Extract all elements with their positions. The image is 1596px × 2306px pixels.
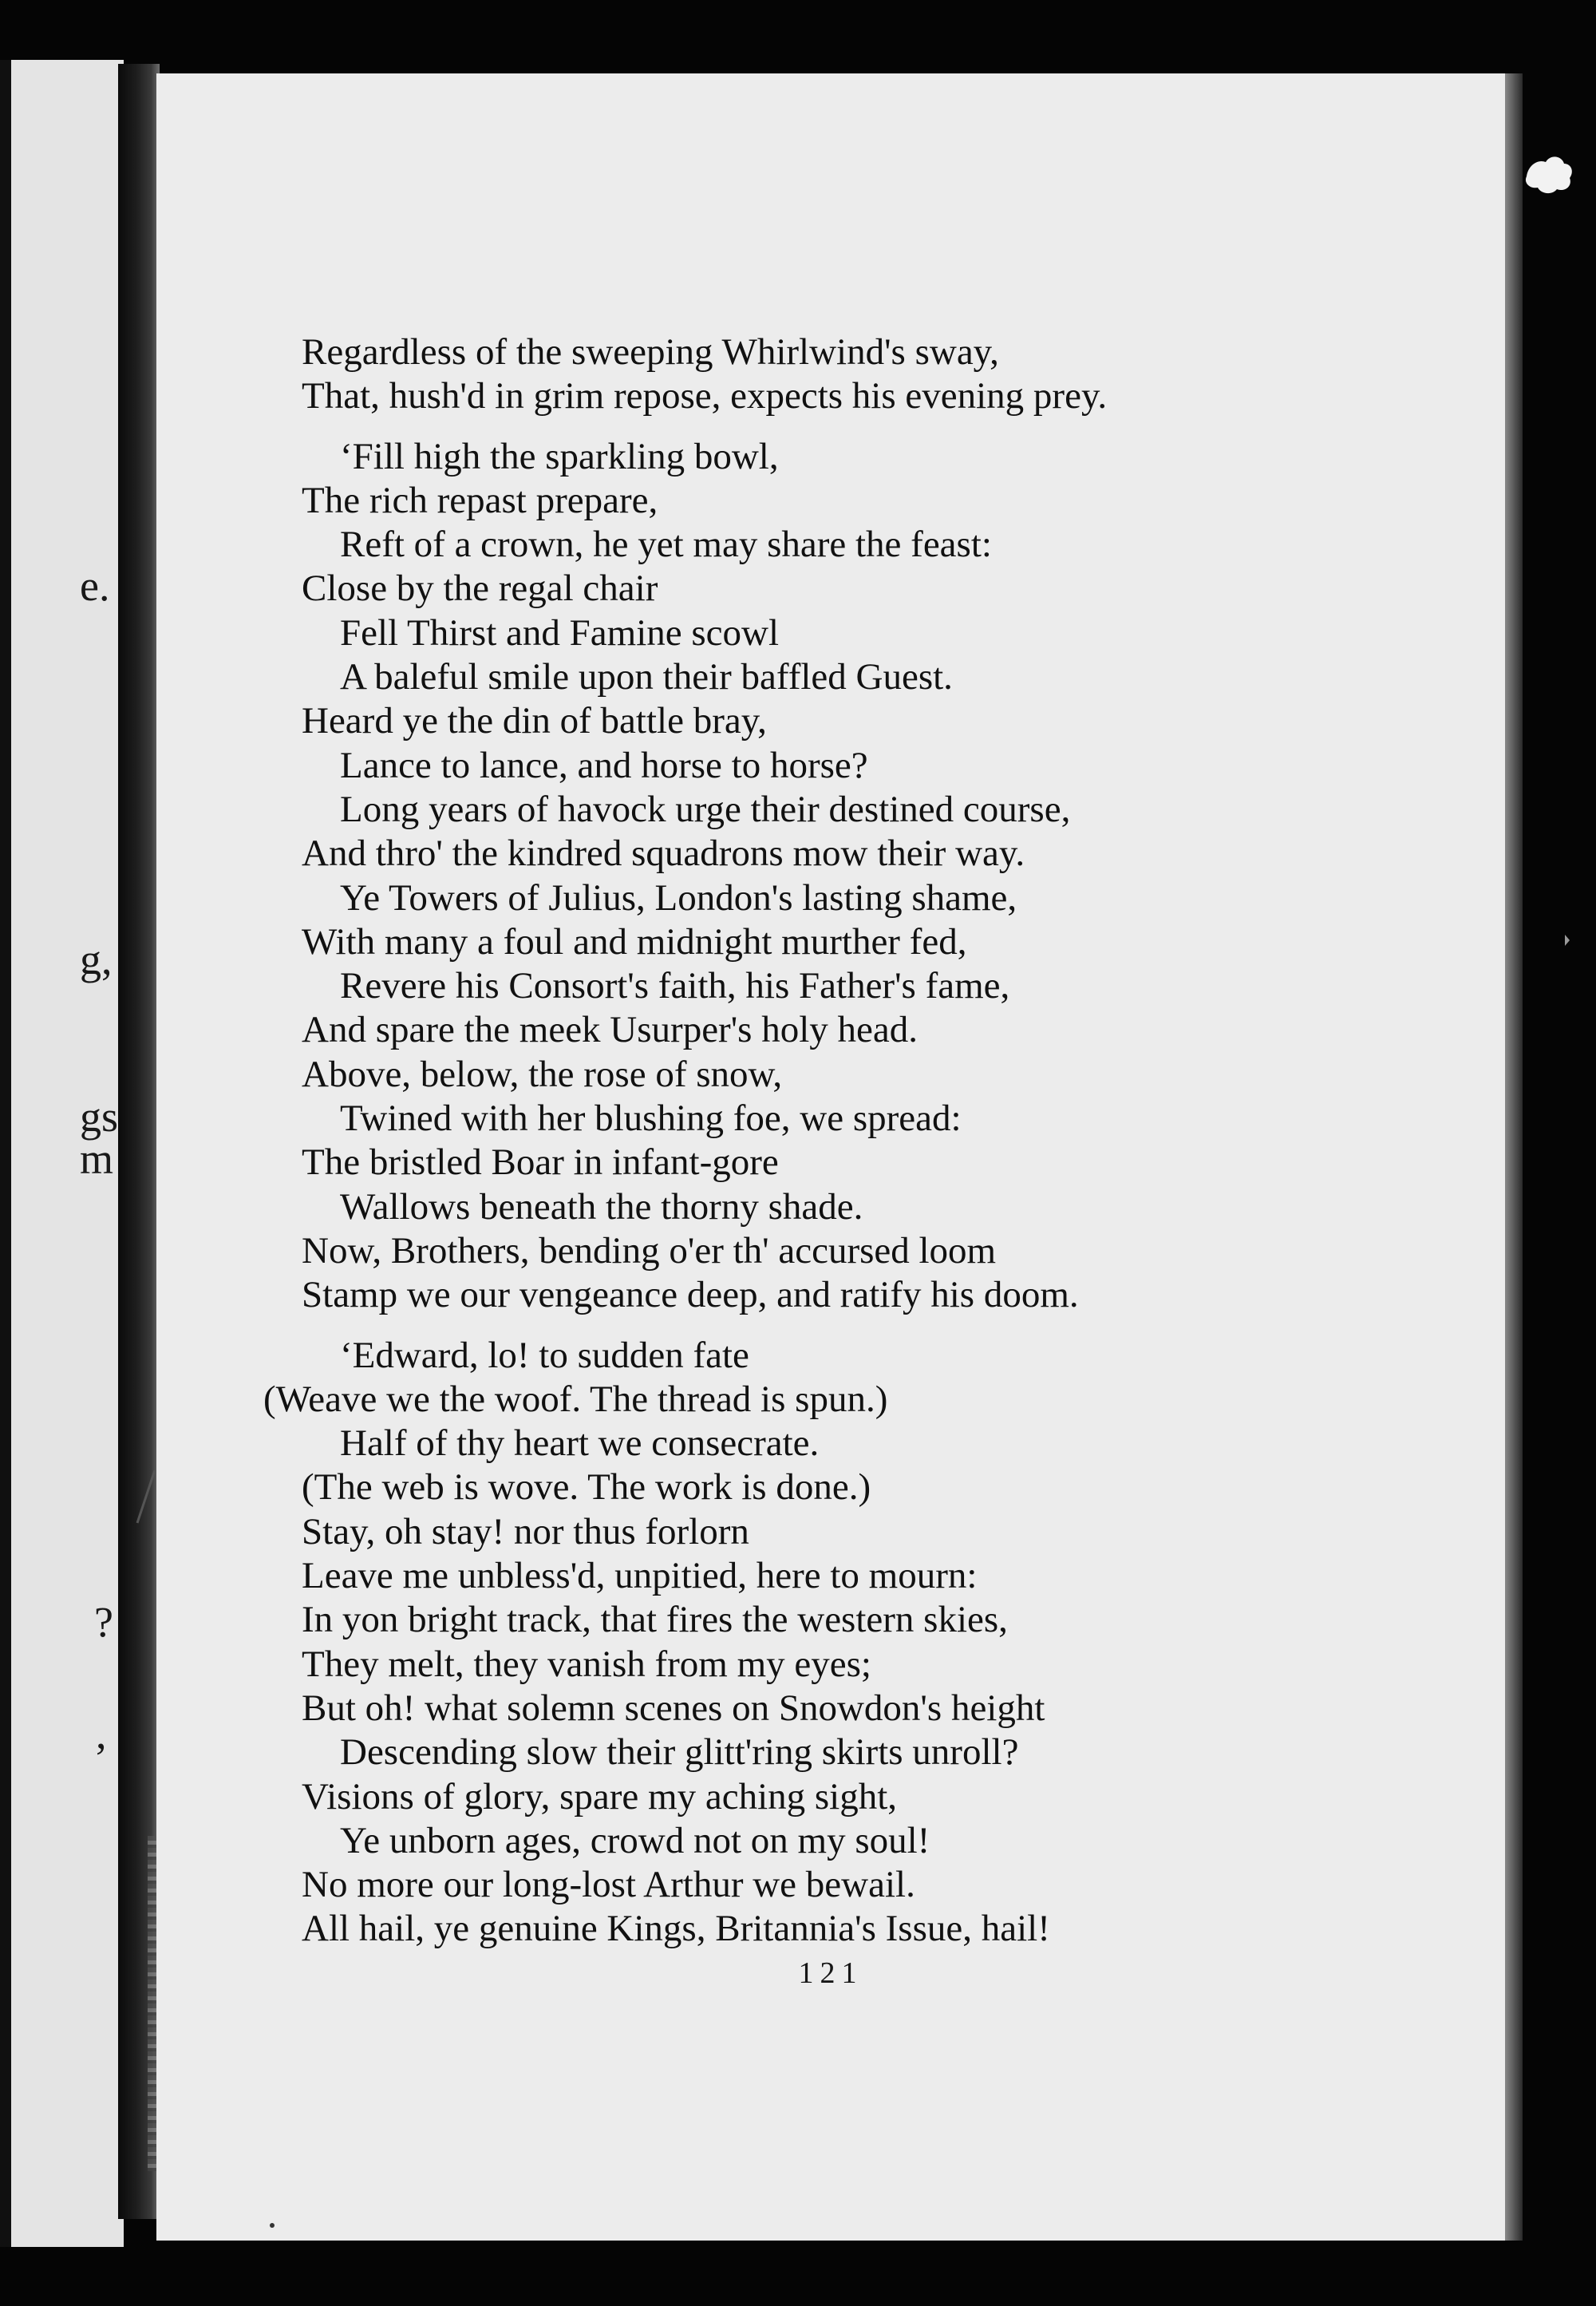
facing-page-fragment: e. — [80, 562, 110, 610]
facing-page — [0, 60, 124, 2247]
poem-line: Ye unborn ages, crowd not on my soul! — [340, 1819, 930, 1861]
page-tear-mark — [1520, 148, 1576, 204]
poem-line: Fell Thirst and Famine scowl — [340, 611, 780, 654]
facing-page-edge — [0, 60, 11, 2247]
facing-page-fragment: , — [96, 1710, 107, 1758]
page-number: 121 — [798, 1956, 863, 1990]
poem-line: That, hush'd in grim repose, expects his evening prey. — [302, 375, 1108, 417]
margin-scratch — [134, 1469, 158, 1525]
stanza-break — [156, 419, 1505, 435]
page-edge-right — [1505, 73, 1523, 2241]
poem-line: Visions of glory, spare my aching sight, — [302, 1775, 898, 1818]
facing-page-fragment: m — [80, 1135, 114, 1183]
poem-line: Long years of havock urge their destined course, — [340, 788, 1071, 830]
poem-line: But oh! what solemn scenes on Snowdon's height — [302, 1687, 1045, 1729]
facing-page-fragment: ? — [94, 1598, 113, 1646]
poem-line: (Weave we the woof. The thread is spun.) — [263, 1378, 888, 1420]
poem-line: Leave me unbless'd, unpitied, here to mourn: — [302, 1555, 978, 1597]
poem-line: In yon bright track, that fires the western skies, — [302, 1599, 1008, 1641]
poem-line: Descending slow their glitt'ring skirts unroll? — [340, 1731, 1019, 1774]
facing-page-fragment: gs — [80, 1093, 119, 1141]
poem-line: They melt, they vanish from my eyes; — [302, 1643, 871, 1685]
poem-line: Now, Brothers, bending o'er th' accursed loom — [302, 1229, 997, 1272]
facing-page-fragment: g, — [80, 935, 113, 983]
poem-line: A baleful smile upon their baffled Guest. — [340, 656, 953, 698]
poem-text — [156, 330, 1505, 1952]
poem-line: The rich repast prepare, — [302, 479, 658, 521]
poem-line: (The web is wove. The work is done.) — [302, 1466, 871, 1509]
book-page — [156, 73, 1505, 2241]
poem-line: Heard ye the din of battle bray, — [302, 700, 767, 742]
edge-mark — [1564, 934, 1570, 947]
poem-line: ‘Fill high the sparkling bowl, — [340, 435, 779, 477]
poem-line: The bristled Boar in infant-gore — [302, 1141, 779, 1184]
poem-line: With many a foul and midnight murther fed, — [302, 920, 967, 963]
poem-line: No more our long-lost Arthur we bewail. — [302, 1864, 915, 1906]
poem-line: Reft of a crown, he yet may share the feast: — [340, 524, 992, 566]
poem-line: Half of thy heart we consecrate. — [340, 1422, 820, 1465]
poem-line: Revere his Consort's faith, his Father's fame, — [340, 965, 1010, 1007]
poem-line: All hail, ye genuine Kings, Britannia's Issue, hail! — [302, 1908, 1050, 1950]
poem-line: And thro' the kindred squadrons mow their way. — [302, 833, 1025, 875]
poem-line: Wallows beneath the thorny shade. — [340, 1185, 863, 1228]
poem-line: Regardless of the sweeping Whirlwind's sway, — [302, 331, 999, 373]
poem-line: And spare the meek Usurper's holy head. — [302, 1009, 918, 1051]
poem-line: Ye Towers of Julius, London's lasting shame, — [340, 876, 1017, 919]
poem-line: Above, below, the rose of snow, — [302, 1053, 783, 1095]
poem-line: Stay, oh stay! nor thus forlorn — [302, 1510, 749, 1552]
poem-line: ‘Edward, lo! to sudden fate — [340, 1334, 749, 1376]
poem-line: Twined with her blushing foe, we spread: — [340, 1098, 962, 1140]
margin-speck — [270, 2223, 275, 2228]
poem-line: Close by the regal chair — [302, 568, 658, 610]
poem-line: Stamp we our vengeance deep, and ratify his doom. — [302, 1274, 1079, 1316]
stanza-break — [156, 1318, 1505, 1334]
poem-line: Lance to lance, and horse to horse? — [340, 744, 868, 786]
